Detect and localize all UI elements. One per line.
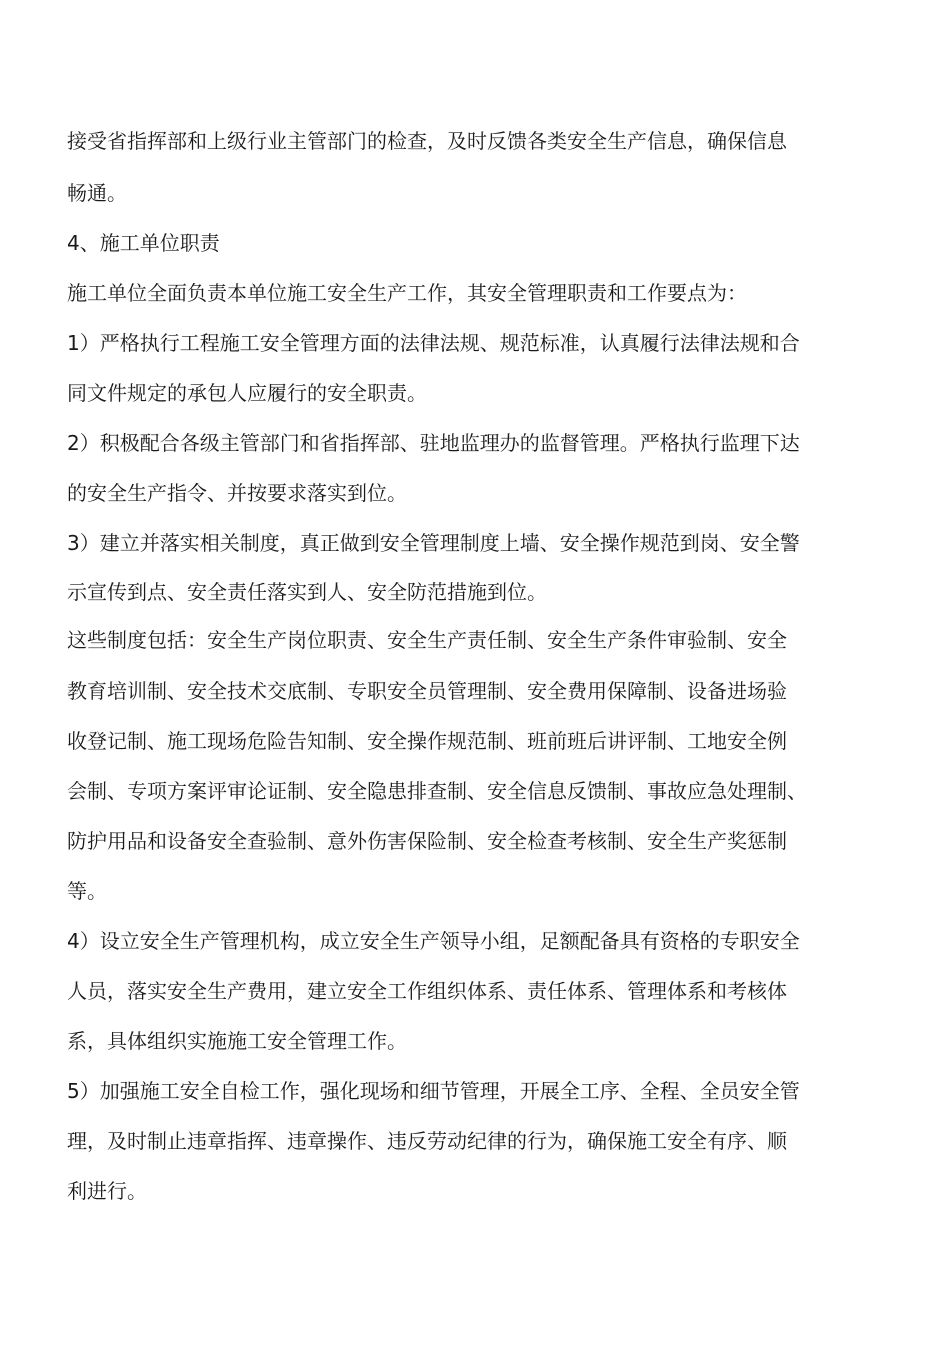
list-item-4-line: 系，具体组织实施施工安全管理工作。 (67, 1029, 407, 1053)
list-item-2-line: 的安全生产指令、并按要求落实到位。 (67, 481, 407, 505)
text-line: 防护用品和设备安全查验制、意外伤害保险制、安全检查考核制、安全生产奖惩制 (67, 829, 787, 853)
text-line: 接受省指挥部和上级行业主管部门的检查，及时反馈各类安全生产信息，确保信息 (67, 129, 787, 153)
list-item-4-line: 4）设立安全生产管理机构，成立安全生产领导小组，足额配备具有资格的专职安全 (67, 929, 800, 953)
list-item-5-line: 利进行。 (67, 1179, 147, 1203)
list-item-5-line: 5）加强施工安全自检工作，强化现场和细节管理，开展全工序、全程、全员安全管 (67, 1079, 800, 1103)
list-item-3-line: 示宣传到点、安全责任落实到人、安全防范措施到位。 (67, 580, 547, 604)
list-item-5-line: 理，及时制止违章指挥、违章操作、违反劳动纪律的行为，确保施工安全有序、顺 (67, 1129, 787, 1153)
text-line: 教育培训制、安全技术交底制、专职安全员管理制、安全费用保障制、设备进场验 (67, 679, 787, 703)
text-line: 畅通。 (67, 181, 127, 205)
list-item-1-line: 同文件规定的承包人应履行的安全职责。 (67, 381, 427, 405)
section-heading: 4、施工单位职责 (67, 231, 220, 255)
text-line: 这些制度包括：安全生产岗位职责、安全生产责任制、安全生产条件审验制、安全 (67, 628, 787, 652)
text-line: 会制、专项方案评审论证制、安全隐患排查制、安全信息反馈制、事故应急处理制、 (67, 779, 807, 803)
list-item-1-line: 1）严格执行工程施工安全管理方面的法律法规、规范标准，认真履行法律法规和合 (67, 331, 800, 355)
text-line: 收登记制、施工现场危险告知制、安全操作规范制、班前班后讲评制、工地安全例 (67, 729, 787, 753)
list-item-2-line: 2）积极配合各级主管部门和省指挥部、驻地监理办的监督管理。严格执行监理下达 (67, 431, 800, 455)
list-item-3-line: 3）建立并落实相关制度，真正做到安全管理制度上墙、安全操作规范到岗、安全警 (67, 531, 800, 555)
list-item-4-line: 人员，落实安全生产费用，建立安全工作组织体系、责任体系、管理体系和考核体 (67, 979, 787, 1003)
text-line: 等。 (67, 879, 107, 903)
text-line: 施工单位全面负责本单位施工安全生产工作，其安全管理职责和工作要点为： (67, 281, 747, 305)
